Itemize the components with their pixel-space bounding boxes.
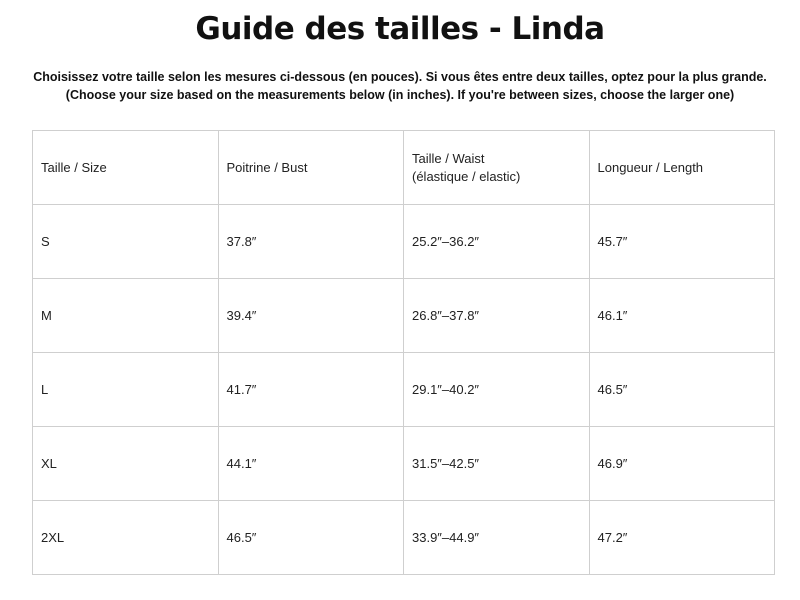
cell-length: 46.9″ <box>589 427 775 501</box>
cell-size: XL <box>33 427 219 501</box>
table-row <box>33 205 775 279</box>
cell-length: 46.5″ <box>589 353 775 427</box>
cell-bust: 41.7″ <box>218 353 404 427</box>
cell-waist: 31.5″–42.5″ <box>404 427 590 501</box>
size-table <box>32 130 775 575</box>
cell-size: L <box>33 353 219 427</box>
header-waist <box>404 131 590 205</box>
cell-bust: 44.1″ <box>218 427 404 501</box>
instructions-english: (Choose your size based on the measurements below (in inches). If you're between sizes, choose the larger one) <box>65 88 735 102</box>
cell-size: 2XL <box>33 501 219 575</box>
cell-waist: 26.8″–37.8″ <box>404 279 590 353</box>
cell-waist: 33.9″–44.9″ <box>404 501 590 575</box>
cell-length: 47.2″ <box>589 501 775 575</box>
cell-length: 45.7″ <box>589 205 775 279</box>
cell-length: 46.1″ <box>589 279 775 353</box>
header-size: Taille / Size <box>33 131 219 205</box>
table-row <box>33 427 775 501</box>
cell-bust: 39.4″ <box>218 279 404 353</box>
instructions <box>0 68 800 104</box>
cell-waist: 25.2″–36.2″ <box>404 205 590 279</box>
cell-size: M <box>33 279 219 353</box>
header-bust: Poitrine / Bust <box>218 131 404 205</box>
instructions-french: Choisissez votre taille selon les mesures ci-dessous (en pouces). Si vous êtes entre deux tailles, optez pour la plus grande. <box>33 70 767 84</box>
table-row <box>33 501 775 575</box>
table-row <box>33 279 775 353</box>
header-length: Longueur / Length <box>589 131 775 205</box>
table-header-row <box>33 131 775 205</box>
cell-waist: 29.1″–40.2″ <box>404 353 590 427</box>
page-title: Guide des tailles - Linda <box>195 11 605 47</box>
header-waist-label: Taille / Waist <box>412 150 485 166</box>
cell-bust: 46.5″ <box>218 501 404 575</box>
table-row <box>33 353 775 427</box>
cell-size: S <box>33 205 219 279</box>
header-waist-note: (élastique / elastic) <box>412 168 521 184</box>
cell-bust: 37.8″ <box>218 205 404 279</box>
